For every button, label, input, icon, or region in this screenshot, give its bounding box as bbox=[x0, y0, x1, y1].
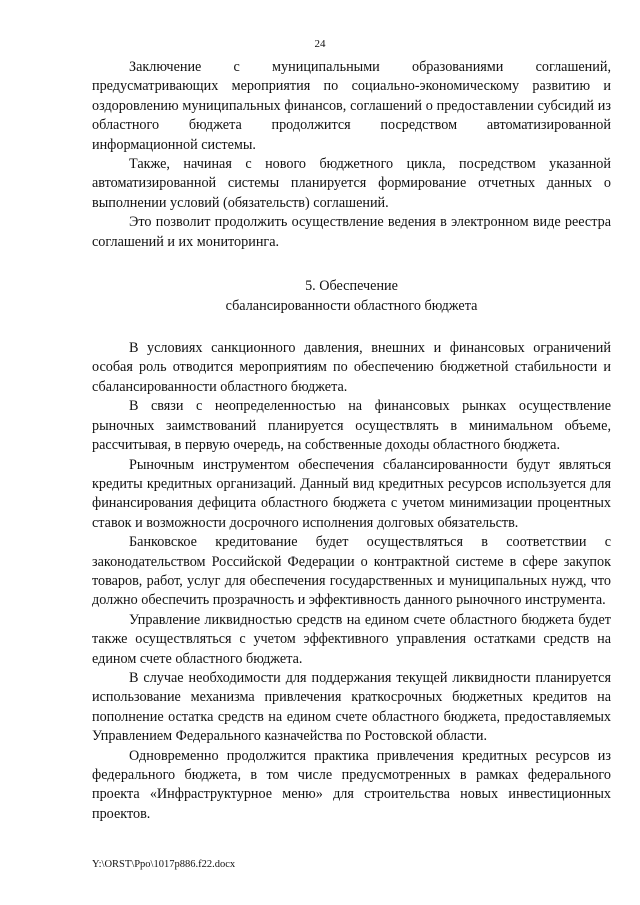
paragraph: Одновременно продолжится практика привлечения кредитных ресурсов из федерального бюджета, в том числе предусмотренных в рамках федерального проекта «Инфраструктурное меню» для строительства новых инвестиционных проектов. bbox=[92, 747, 611, 822]
paragraph: В случае необходимости для поддержания текущей ликвидности планируется использование механизма привлечения краткосрочных бюджетных кредитов на пополнение остатка средств на едином счете областного бюджета, предоставляемых Управлением Федерального казначейства по Ростовской области. bbox=[92, 669, 611, 745]
section-heading-line1: 5. Обеспечение bbox=[305, 278, 398, 295]
paragraph: Заключение с муниципальными образованиями соглашений, предусматривающих мероприятия по социально-экономическому развитию и оздоровлению муниципальных финансов, соглашений о предоставлении субсидий из областного бюджета продолжится посредством автоматизированной информационной системы. bbox=[92, 59, 611, 153]
page-number: 24 bbox=[314, 38, 326, 50]
paragraph: Банковское кредитование будет осуществляться в соответствии с законодательством Российской Федерации о контрактной системе в сфере закупок товаров, работ, услуг для обеспечения государственных и муниципальных нужд, что должно обеспечить прозрачность и эффективность данного рыночного инструмента. bbox=[92, 534, 611, 609]
section-heading bbox=[92, 276, 611, 316]
paragraph: Рыночным инструментом обеспечения сбалансированности будут являться кредиты кредитных организаций. Данный вид кредитных ресурсов используется для финансирования дефицита областного бюджета с учетом минимизации процентных ставок и возможности досрочного исполнения долговых обязательств. bbox=[92, 456, 611, 531]
paragraph: Это позволит продолжить осуществление ведения в электронном виде реестра соглашений и их мониторинга. bbox=[92, 214, 611, 250]
paragraph: Также, начиная с нового бюджетного цикла, посредством указанной автоматизированной системы планируется формирование отчетных данных о выполнении условий (обязательств) соглашений. bbox=[92, 156, 611, 211]
footer-file-path: Y:\ORST\Ppo\1017p886.f22.docx bbox=[92, 859, 236, 870]
section-heading-line2: сбалансированности областного бюджета bbox=[225, 298, 478, 315]
paragraph: Управление ликвидностью средств на едином счете областного бюджета будет также осуществляться с учетом эффективного управления остатками средств на едином счете областного бюджета. bbox=[92, 611, 611, 667]
paragraph: В условиях санкционного давления, внешних и финансовых ограничений особая роль отводится мероприятиям по обеспечению бюджетной стабильности и сбалансированности областного бюджета. bbox=[92, 340, 611, 395]
paragraph: В связи с неопределенностью на финансовых рынках осуществление рыночных заимствований планируется осуществлять в минимальном объеме, рассчитывая, в первую очередь, на собственные доходы областного бюджета. bbox=[92, 398, 611, 454]
document-body bbox=[92, 58, 611, 824]
